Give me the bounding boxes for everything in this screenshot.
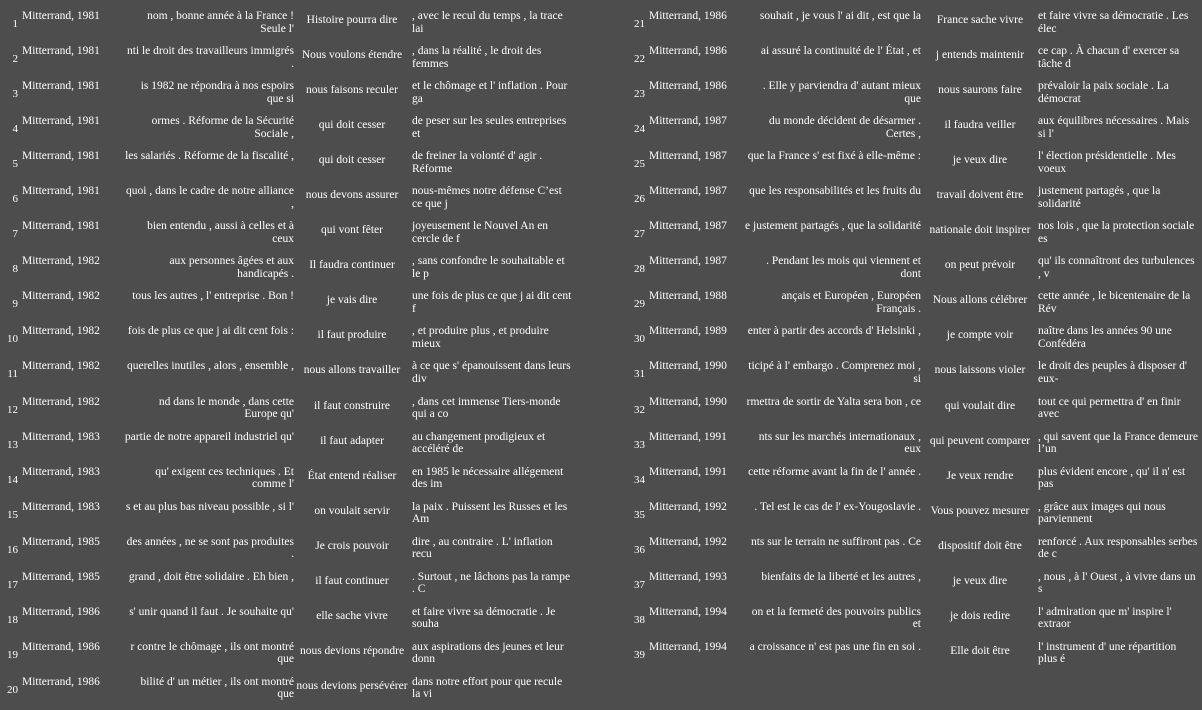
left-context: . Pendant les mois qui viennent et dont [766,255,921,280]
left-context: qu' exigent ces techniques . Et comme l' [155,465,294,491]
left-context: souhait , je vous l' ai dit , est que la [759,10,921,22]
keyword-match: il faut construire [313,399,390,412]
row-number: 3 [12,88,18,101]
row-source: Mitterrand, 1982 [22,325,100,338]
keyword-match: il faut adapter [320,434,384,447]
right-context: ce cap . À chacun d' exercer sa tâche d [1038,45,1180,70]
right-context: nous-mêmes notre défense C’est ce que j [412,185,562,210]
concordance-row [0,673,602,708]
right-context: qu' ils connaîtront des turbulences , v [1038,255,1195,280]
row-number: 6 [12,193,18,206]
right-context: dans notre effort pour que recule la vi [412,675,563,701]
keyword-match: qui doit cesser [318,154,386,167]
concordance-row [627,217,1202,252]
row-source: Mitterrand, 1982 [22,290,100,303]
row-source: Mitterrand, 1991 [649,465,727,478]
concordance-row [627,77,1202,112]
left-context: a croissance n' est pas une fin en soi . [749,640,921,653]
row-number: 9 [12,298,18,311]
row-source: Mitterrand, 1985 [22,570,100,583]
concordance-row [627,322,1202,357]
row-source: Mitterrand, 1987 [649,185,727,198]
row-source: Mitterrand, 1981 [22,185,100,198]
left-context: enter à partir des accords d' Helsinki , [747,325,921,338]
concordance-row [0,603,602,638]
keyword-match: Histoire pourra dire [306,14,398,26]
concordance-row [0,77,602,112]
keyword-match: Je crois pouvoir [315,539,389,552]
row-source: Mitterrand, 1982 [22,395,100,408]
concordance-row [627,42,1202,77]
concordance-row [0,568,602,603]
left-context: . Elle y parviendra d' autant mieux que [762,80,921,105]
row-number: 27 [634,228,645,241]
concordance-row [627,112,1202,147]
left-context: s' unir quand il faut . Je souhaite qu' [129,605,294,618]
right-context: cette année , le bicentenaire de la Rév [1038,290,1191,315]
row-number: 8 [12,263,18,276]
row-number: 11 [7,368,18,381]
right-context: dire , au contraire . L' inflation recu [412,535,553,561]
keyword-match: Nous voulons étendre [301,49,403,62]
right-context: l' admiration que m' inspire l' extraor [1038,605,1172,631]
left-context: cette réforme avant la fin de l' année . [748,465,921,478]
row-number: 5 [12,158,18,171]
left-context: ançais et Européen , Européen Français . [781,290,921,315]
keyword-match: je compte voir [946,329,1014,342]
left-context: . Tel est le cas de l' ex-Yougoslavie . [754,500,921,513]
row-source: Mitterrand, 1993 [649,570,727,583]
row-number: 26 [634,193,645,206]
right-context: , dans la réalité , le droit des femmes [412,45,542,70]
concordance-row [627,463,1202,498]
right-context: , avec le recul du temps , la trace lai [412,10,563,35]
concordance-row [627,357,1202,392]
row-source: Mitterrand, 1994 [649,640,727,653]
left-context: ormes . Réforme de la Sécurité Sociale , [151,115,294,140]
keyword-match: qui peuvent comparer [929,434,1031,447]
keyword-match: il faut produire [317,329,387,342]
row-number: 12 [7,403,18,416]
concordance-row [627,393,1202,428]
row-number: 17 [7,578,18,591]
row-number: 24 [634,123,645,136]
left-context: querelles inutiles , alors , ensemble , [126,360,294,373]
left-context: nts sur le terrain ne suffiront pas . Ce [750,535,921,548]
row-source: Mitterrand, 1987 [649,115,727,128]
keyword-match: je dois redire [949,609,1011,622]
concordance-row [0,287,602,322]
right-context: tout ce qui permettra d' en finir avec [1038,395,1181,421]
right-context: , et produire plus , et produire mieux [412,325,549,350]
left-context: quoi , dans le cadre de notre alliance , [126,185,294,210]
row-number: 22 [634,53,645,66]
row-number: 33 [634,438,645,451]
row-source: Mitterrand, 1985 [22,535,100,548]
right-context: plus évident encore , qu' il n' est pas [1038,465,1186,491]
concordance-row [627,603,1202,638]
row-source: Mitterrand, 1981 [22,45,100,58]
concordance-row [0,322,602,357]
row-source: Mitterrand, 1982 [22,360,100,373]
concordance-row [0,498,602,533]
row-number: 23 [634,88,645,101]
left-context: nom , bonne année à la France ! Seule l' [147,10,294,35]
row-source: Mitterrand, 1981 [22,80,100,93]
concordance-row [627,638,1202,673]
row-number: 19 [7,648,18,661]
concordance-row [0,7,602,42]
concordance-row [0,42,602,77]
keyword-match: elle sache vivre [316,609,388,622]
keyword-match: nous saurons faire [938,84,1022,97]
left-context: fois de plus ce que j ai dit cent fois : [127,325,294,338]
keyword-match: on voulait servir [314,504,390,517]
keyword-match: qui voulait dire [944,399,1016,412]
row-source: Mitterrand, 1986 [22,605,100,618]
keyword-match: qui vont fêter [321,224,383,237]
row-number: 18 [7,613,18,626]
row-number: 29 [634,298,645,311]
row-number: 4 [12,123,18,136]
keyword-match: État entend réaliser [307,469,397,482]
row-source: Mitterrand, 1990 [649,360,727,373]
row-number: 15 [7,508,18,521]
keyword-match: je veux dire [952,574,1008,587]
row-source: Mitterrand, 1981 [22,115,100,128]
left-context: aux personnes âgées et aux handicapés . [169,255,294,280]
concordance-row [627,7,1202,42]
row-source: Mitterrand, 1987 [649,150,727,163]
concordance-row [0,182,602,217]
left-context: nd dans le monde , dans cette Europe qu' [158,395,294,421]
concordance-row [627,533,1202,568]
left-context: partie de notre appareil industriel qu' [124,430,294,443]
keyword-match: nous devons assurer [305,189,399,202]
right-context: l' élection présidentielle . Mes voeux [1038,150,1176,175]
right-context: une fois de plus ce que j ai dit cent f [412,290,572,315]
row-source: Mitterrand, 1991 [649,430,727,443]
keyword-match: Elle doit être [950,644,1010,657]
concordance-row [0,393,602,428]
right-context: de peser sur les seules entreprises et [412,115,567,140]
right-context: la paix . Puissent les Russes et les Am [412,500,568,526]
row-source: Mitterrand, 1983 [22,465,100,478]
row-source: Mitterrand, 1986 [22,675,100,688]
row-source: Mitterrand, 1986 [649,10,727,22]
row-source: Mitterrand, 1986 [649,80,727,93]
keyword-match: il faut continuer [315,574,389,587]
keyword-match: on peut prévoir [944,259,1016,272]
row-source: Mitterrand, 1987 [649,255,727,268]
row-number: 16 [7,543,18,556]
row-number: 38 [634,613,645,626]
right-context: de freiner la volonté d' agir . Réforme [412,150,543,175]
right-context: en 1985 le nécessaire allégement des im [412,465,564,491]
row-number: 34 [634,473,645,486]
keyword-match: nous devions persévérer [296,679,408,692]
row-source: Mitterrand, 1994 [649,605,727,618]
concordance-row [0,147,602,182]
concordance-row [627,252,1202,287]
keyword-match: nationale doit inspirer [929,224,1031,237]
left-context: on et la fermeté des pouvoirs publics et [751,605,921,631]
left-context: is 1982 ne répondra à nos espoirs que si [140,80,294,105]
keyword-match: Je veux rendre [946,469,1014,482]
row-number: 20 [7,683,18,696]
keyword-match: Vous pouvez mesurer [930,504,1030,517]
left-context: bien entendu , aussi à celles et à ceux [147,220,294,245]
keyword-match: qui doit cesser [318,119,386,132]
keyword-match: France sache vivre [936,14,1024,26]
right-context: au changement prodigieux et accéléré de [412,430,546,456]
right-context: , sans confondre le souhaitable et le p [412,255,565,280]
row-number: 2 [12,53,18,66]
row-source: Mitterrand, 1992 [649,535,727,548]
right-context: aux aspirations des jeunes et leur donn [412,640,564,666]
left-context: que la France s' est fixé à elle-même : [747,150,921,163]
keyword-match: travail doivent être [936,189,1024,202]
row-number: 32 [634,403,645,416]
row-source: Mitterrand, 1981 [22,10,100,22]
right-context: et faire vivre sa démocratie . Je souha [412,605,556,631]
row-source: Mitterrand, 1986 [22,640,100,653]
left-context: ticipé à l' embargo . Comprenez moi , si [748,360,921,385]
concordance-column-left [0,7,602,708]
keyword-match: nous allons travailler [303,364,401,377]
left-context: les salariés . Réforme de la fiscalité , [125,150,294,163]
right-context: , grâce aux images qui nous parviennent [1038,500,1166,526]
row-source: Mitterrand, 1989 [649,325,727,338]
left-context: grand , doit être solidaire . Eh bien , [128,570,294,583]
keyword-match: nous devions répondre [299,644,405,657]
row-number: 28 [634,263,645,276]
concordance-row [627,568,1202,603]
keyword-match: je vais dire [326,294,378,307]
row-number: 13 [7,438,18,451]
right-context: le droit des peuples à disposer d' eux- [1038,360,1187,385]
left-context: que les responsabilités et les fruits du [749,185,921,198]
row-source: Mitterrand, 1982 [22,255,100,268]
concordance-column-right [627,7,1202,673]
concordance-row [627,428,1202,463]
right-context: aux équilibres nécessaires . Mais si l' [1038,115,1190,140]
right-context: et le chômage et l' inflation . Pour ga [412,80,568,105]
right-context: nos lois , que la protection sociale es [1038,220,1195,245]
concordance-row [0,217,602,252]
left-context: du monde décident de désarmer . Certes , [769,115,921,140]
right-context: naître dans les années 90 une Confédéra [1038,325,1172,350]
row-number: 37 [634,578,645,591]
keyword-match: j entends maintenir [935,49,1025,62]
row-source: Mitterrand, 1981 [22,150,100,163]
row-source: Mitterrand, 1988 [649,290,727,303]
concordance-row [627,147,1202,182]
left-context: rmettra de sortir de Yalta sera bon , ce [746,395,921,408]
row-number: 31 [634,368,645,381]
concordance-row [0,533,602,568]
right-context: joyeusement le Nouvel An en cercle de f [412,220,549,245]
row-source: Mitterrand, 1987 [649,220,727,233]
row-number: 39 [634,648,645,661]
row-source: Mitterrand, 1981 [22,220,100,233]
keyword-match: il faudra veiller [944,119,1016,132]
left-context: s et au plus bas niveau possible , si l' [125,500,294,513]
left-context: r contre le chômage , ils ont montré que [130,640,294,666]
left-context: bilité d' un métier , ils ont montré que [140,675,294,701]
left-context: nts sur les marchés internationaux , eux [758,430,921,456]
row-number: 1 [12,18,18,30]
right-context: et faire vivre sa démocratie . Les élec [1038,10,1189,35]
left-context: bienfaits de la liberté et les autres , [761,570,921,583]
concordance-row [627,287,1202,322]
keyword-match: Il faudra continuer [309,259,395,272]
right-context: à ce que s' épanouissent dans leurs div [412,360,571,385]
row-number: 10 [7,333,18,346]
keyword-match: Nous allons célébrer [932,294,1028,307]
concordance-row [0,252,602,287]
row-number: 21 [634,18,645,30]
left-context: des années , ne se sont pas produites . [126,535,294,561]
right-context: , qui savent que la France demeure l’un [1038,430,1198,456]
row-source: Mitterrand, 1983 [22,430,100,443]
concordance-row [627,498,1202,533]
keyword-match: nous faisons reculer [306,84,398,97]
left-context: tous les autres , l' entreprise . Bon ! [132,290,294,303]
right-context: justement partagés , que la solidarité [1038,185,1161,210]
concordance-row [0,463,602,498]
row-number: 25 [634,158,645,171]
row-source: Mitterrand, 1986 [649,45,727,58]
row-source: Mitterrand, 1983 [22,500,100,513]
row-number: 7 [12,228,18,241]
row-number: 36 [634,543,645,556]
row-source: Mitterrand, 1992 [649,500,727,513]
concordance-row [0,638,602,673]
concordance-row [0,357,602,392]
keyword-match: nous laissons violer [934,364,1026,377]
row-number: 35 [634,508,645,521]
concordance-row [0,428,602,463]
keyword-match: je veux dire [952,154,1008,167]
keyword-match: dispositif doit être [938,539,1022,552]
row-source: Mitterrand, 1990 [649,395,727,408]
right-context: l' instrument d' une répartition plus é [1038,640,1177,666]
concordance-row [0,112,602,147]
row-number: 14 [7,473,18,486]
left-context: e justement partagés , que la solidarité [745,220,921,233]
right-context: , nous , à l' Ouest , à vivre dans un s [1038,570,1196,596]
left-context: ai assuré la continuité de l' État , et [760,45,921,58]
concordance-row [627,182,1202,217]
right-context: , dans cet immense Tiers-monde qui a co [412,395,561,421]
right-context: renforcé . Aux responsables serbes de c [1038,535,1198,561]
right-context: prévaloir la paix sociale . La démocrat [1038,80,1169,105]
right-context: . Surtout , ne lâchons pas la rampe . C [412,570,571,596]
left-context: nti le droit des travailleurs immigrés . [126,45,294,70]
row-number: 30 [634,333,645,346]
